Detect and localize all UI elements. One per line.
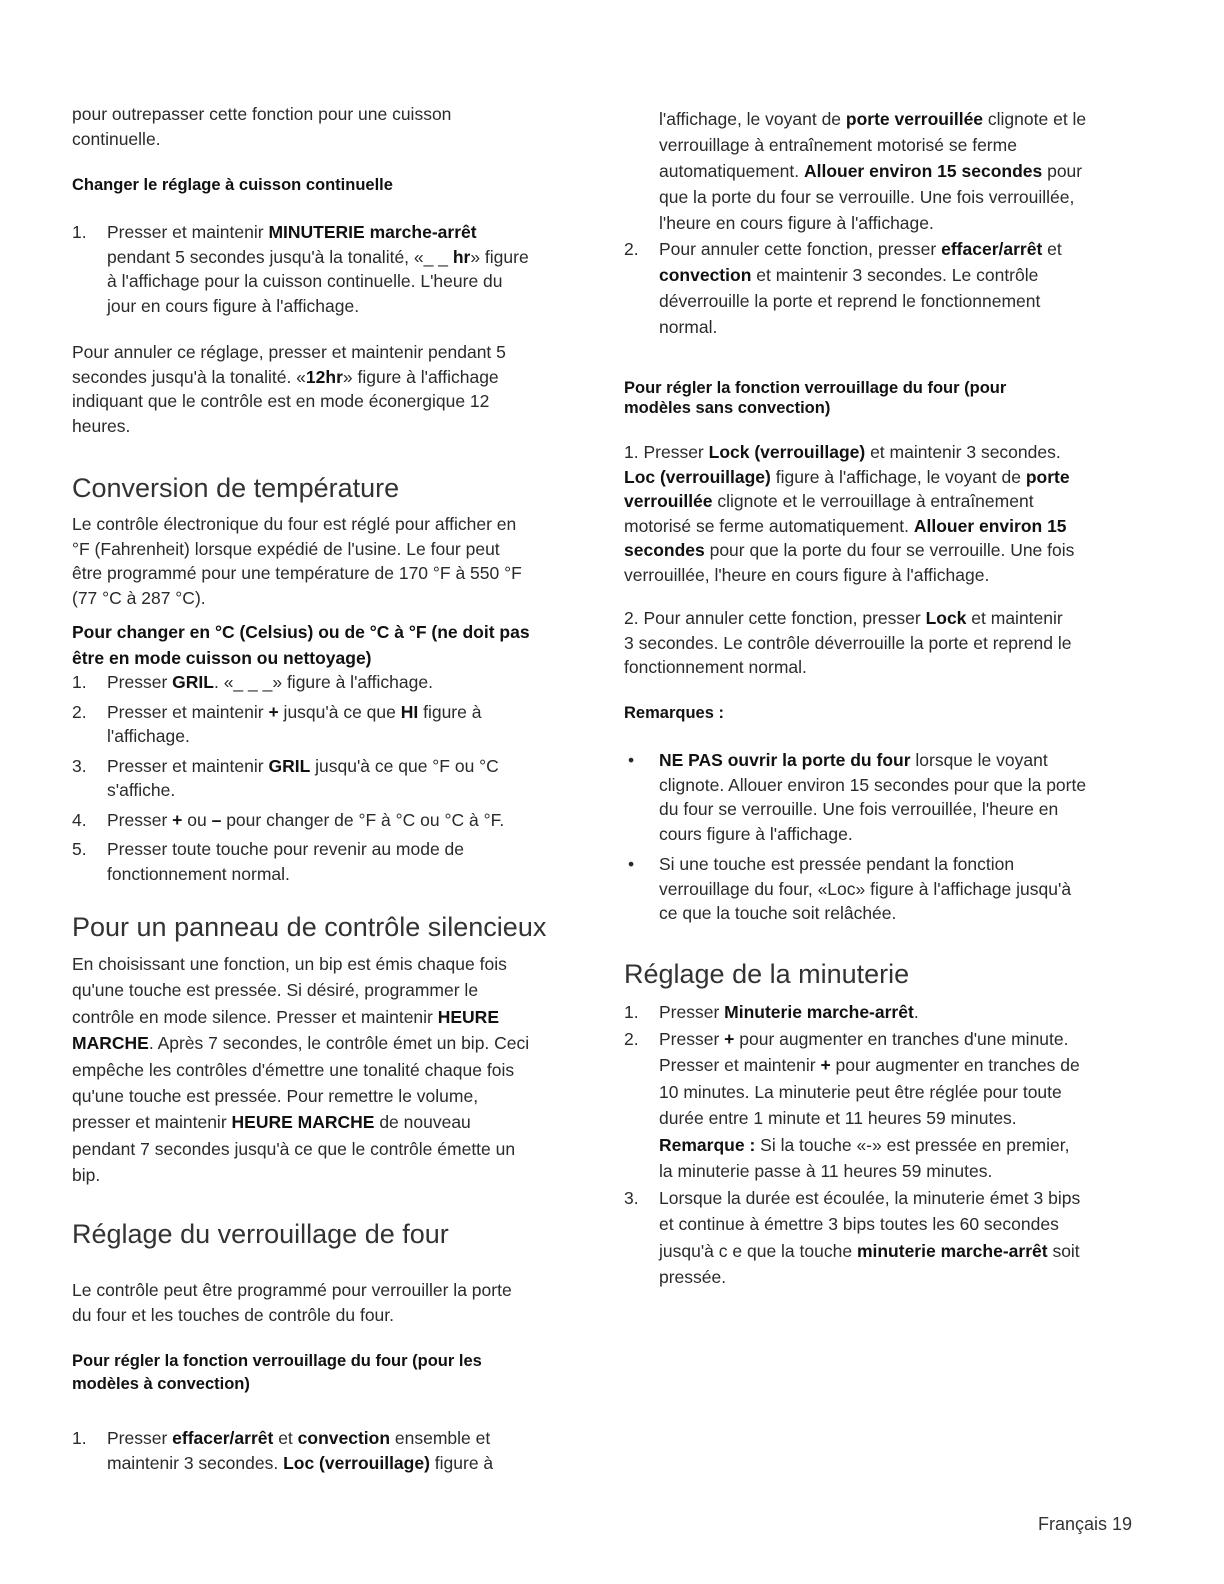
list-item: 4. Presser + ou – pour changer de °F à °C ou °C à °F. — [72, 809, 505, 830]
list-item: 2. Pour annuler cette fonction, presser effacer/arrêt et convection et maintenir 3 secondes. Le contrôle déverrouille la porte et reprend le fonctionnement normal. — [624, 239, 1062, 337]
cancel-paragraph: Pour annuler ce réglage, presser et maintenir pendant 5 secondes jusqu'à la tonalité. «12hr» figure à l'affichage indiquant que le contrôle est en mode éconergique 12 heures. — [72, 342, 506, 436]
temperature-conversion-paragraph: Le contrôle électronique du four est réglé pour afficher en °F (Fahrenheit) lorsque expédié de l'usine. Le four peut être programmé pour une température de 170 °F à 550 °F (77 °C à 287 °C). — [72, 514, 522, 608]
oven-lock-paragraph: Le contrôle peut être programmé pour verrouiller la porte du four et les touches de contrôle du four. — [72, 1280, 512, 1325]
oven-lock-no-convection-subheading: Pour régler la fonction verrouillage du four (pour modèles sans convection) — [624, 379, 1007, 417]
oven-lock-title: Réglage du verrouillage de four — [72, 1219, 449, 1249]
continuous-cook-heading: Changer le réglage à cuisson continuelle — [72, 176, 393, 194]
oven-lock-convection-steps — [72, 1426, 587, 1475]
silent-panel-title: Pour un panneau de contrôle silencieux — [72, 912, 547, 942]
temperature-conversion-steps — [72, 670, 587, 886]
page-footer: Français 19 — [1038, 1514, 1133, 1534]
continuous-cook-steps — [72, 220, 587, 318]
temperature-conversion-title: Conversion de température — [72, 473, 400, 503]
silent-panel-paragraph: En choisissant une fonction, un bip est émis chaque fois qu'une touche est pressée. Si désiré, programmer le contrôle en mode silence. Presser et maintenir HEURE MARCHE. Après 7 secondes, le contrôle émet un bip. Ceci empêche les contrôles d'émettre une tonalité chaque fois qu'une touche est pressée. Pour remettre le volume, presser et maintenir HEURE MARCHE de nouveau pendant 7 secondes jusqu'à ce que le contrôle émette un bip. — [72, 954, 530, 1186]
list-item: 1. Presser GRIL. «_ _ _» figure à l'affichage. — [72, 672, 433, 692]
notes-heading: Remarques : — [624, 704, 724, 722]
list-item: 2. Presser et maintenir + jusqu'à ce que HI figure à l'affichage. — [72, 701, 482, 746]
list-item: 5. Presser toute touche pour revenir au mode de fonctionnement normal. — [72, 839, 465, 884]
list-item: • NE PAS ouvrir la porte du four lorsque le voyant clignote. Allouer environ 15 secondes pour que la porte du four se verrouille. Une fois verrouillée, l'heure en cours figure à l'affichage. — [628, 750, 1087, 844]
no-convection-step-1: 1. Presser Lock (verrouillage) et maintenir 3 secondes. Loc (verrouillage) figure à l'affichage, le voyant de porte verrouillée clignote et le verrouillage à entraînement motorisé se ferme automatiquement. Allouer environ 15 secondes pour que la porte du four se verrouille. Une fois verrouillée, l'heure en cours figure à l'affichage. — [624, 442, 1075, 585]
list-item: l'affichage, le voyant de porte verrouillée clignote et le verrouillage à entraînement motorisé se ferme automatiquement. Allouer environ 15 secondes pour que la porte du four se verrouille. Une fois verrouillée, l'heure en cours figure à l'affichage. — [659, 109, 1087, 233]
temperature-conversion-subheading: Pour changer en °C (Celsius) ou de °C à °F (ne doit pas être en mode cuisson ou nettoyage) — [72, 622, 530, 668]
no-convection-step-2: 2. Pour annuler cette fonction, presser Lock et maintenir 3 secondes. Le contrôle déverrouille la porte et reprend le fonctionnement normal. — [624, 608, 1072, 677]
list-item: 1. Presser et maintenir MINUTERIE marche-arrêt pendant 5 secondes jusqu'à la tonalité, «_ _ hr» figure à l'affichage pour la cuisson continuelle. L'heure du jour en cours figure à l'affichage. — [72, 222, 529, 316]
list-item: 2. Presser + pour augmenter en tranches d'une minute. Presser et maintenir + pour augmenter en tranches de 10 minutes. La minuterie peut être réglée pour toute durée entre 1 minute et 11 heures 59 minutes. Remarque : Si la touche «-» est pressée en premier, la minuterie passe à 11 heures 59 minutes. — [624, 1028, 1080, 1181]
intro-paragraph: pour outrepasser cette fonction pour une cuisson continuelle. — [72, 104, 452, 149]
list-item: 1. Presser Minuterie marche-arrêt. — [624, 1002, 919, 1022]
list-item: 3. Lorsque la durée est écoulée, la minuterie émet 3 bips et continue à émettre 3 bips toutes les 60 secondes jusqu'à c e que la touche minuterie marche-arrêt soit pressée. — [624, 1187, 1081, 1287]
timer-title: Réglage de la minuterie — [624, 959, 910, 989]
timer-steps — [624, 999, 1139, 1291]
list-item: 3. Presser et maintenir GRIL jusqu'à ce que °F ou °C s'affiche. — [72, 755, 499, 800]
list-item: 1. Presser effacer/arrêt et convection ensemble et maintenir 3 secondes. Loc (verrouillage) figure à — [72, 1428, 494, 1473]
convection-lock-steps-continued — [624, 106, 1139, 340]
notes-list — [624, 748, 1139, 926]
list-item: • Si une touche est pressée pendant la fonction verrouillage du four, «Loc» figure à l'affichage jusqu'à ce que la touche soit relâchée. — [628, 854, 1072, 923]
oven-lock-convection-subheading: Pour régler la fonction verrouillage du four (pour les modèles à convection) — [72, 1352, 482, 1393]
